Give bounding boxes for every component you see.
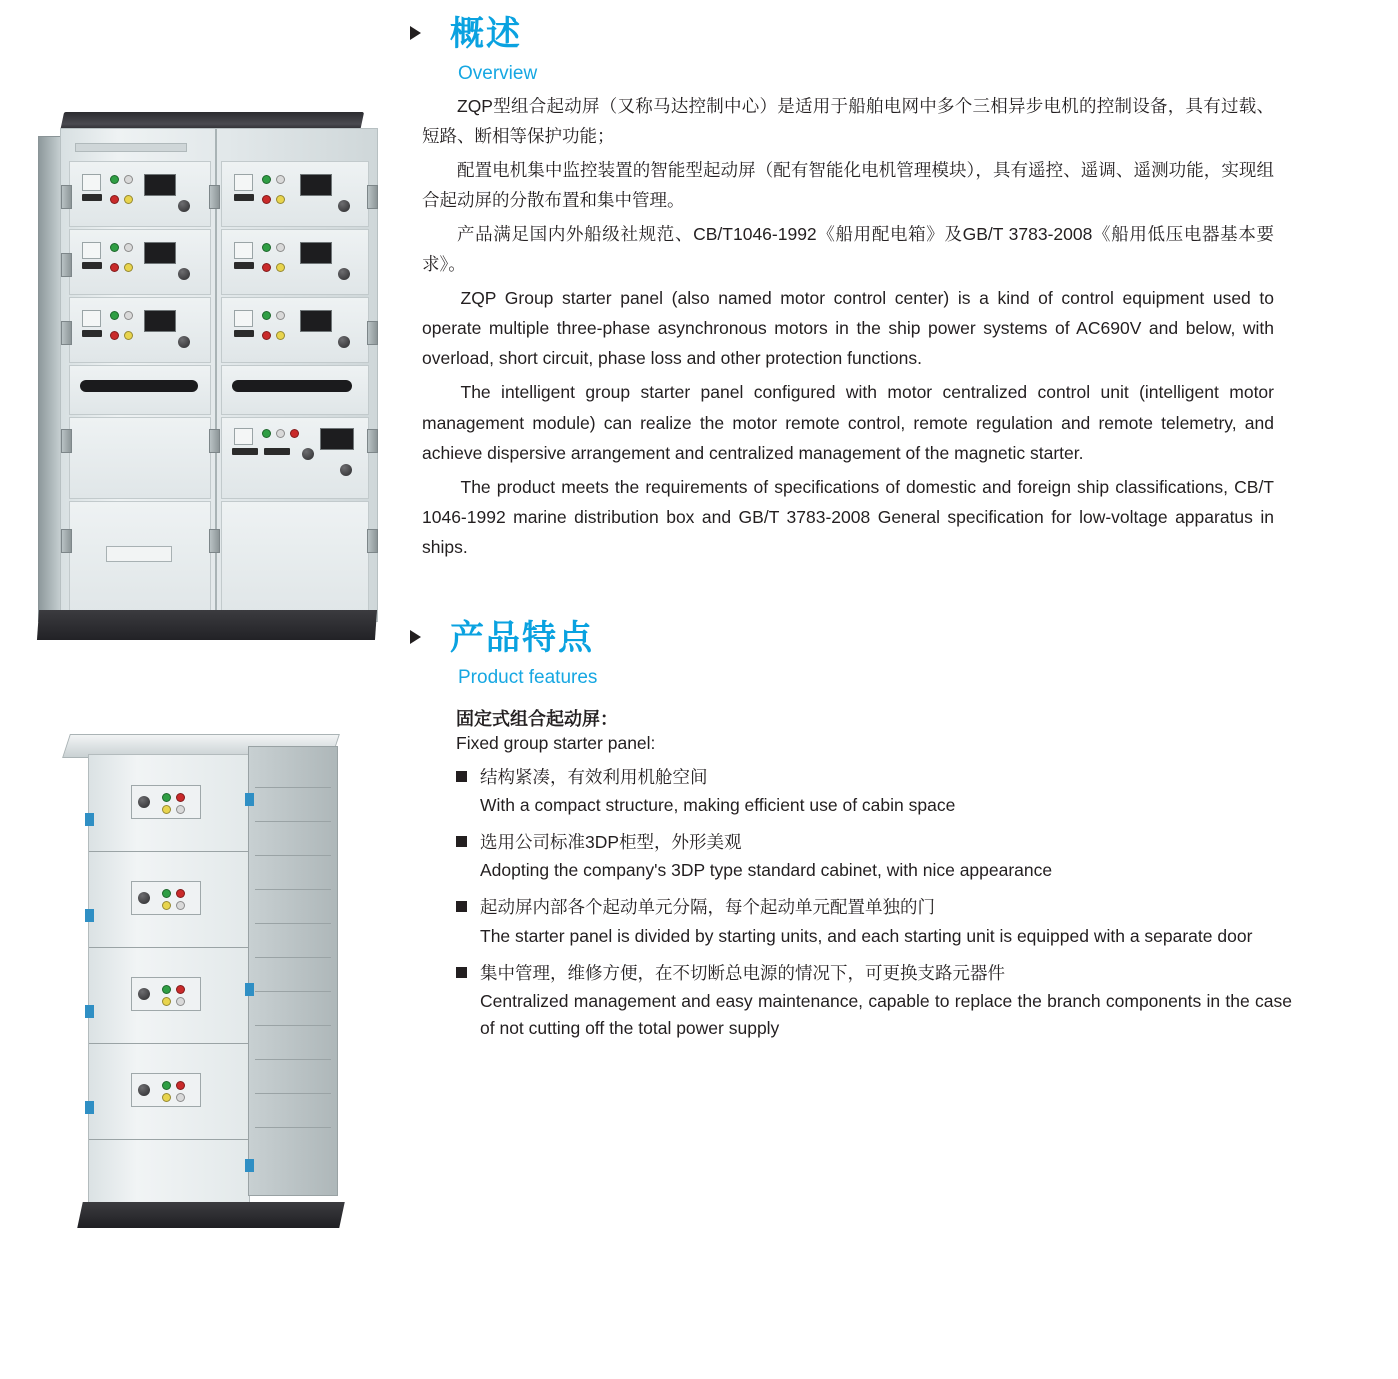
- door-latch: [85, 813, 94, 826]
- label-strip: [234, 262, 254, 269]
- indicator-led: [162, 901, 171, 910]
- overview-paragraph-cn-2: 配置电机集中监控装置的智能型起动屏（配有智能化电机管理模块），具有遥控、遥调、遥测功能，实现组合起动屏的分散布置和集中管理。: [422, 159, 1274, 210]
- indicator-led: [276, 311, 285, 320]
- door-latch: [85, 1005, 94, 1018]
- product-photo-fixed-starter-panel: [60, 716, 370, 1241]
- rotary-knob: [340, 464, 352, 476]
- indicator-led: [124, 311, 133, 320]
- feature-label-cn: 起动屏内部各个起动单元分隔，每个起动单元配置单独的门: [480, 897, 935, 918]
- panel-front-face: [88, 754, 250, 1208]
- indicator-led: [276, 243, 285, 252]
- indicator-led: [162, 793, 171, 802]
- square-bullet-icon: [456, 967, 467, 978]
- triangle-bullet-icon: [410, 26, 421, 40]
- indicator-led: [162, 1081, 171, 1090]
- door-hinge: [367, 185, 378, 209]
- ammeter: [144, 174, 176, 196]
- square-bullet-icon: [456, 771, 467, 782]
- ventilation-cell: [221, 365, 369, 415]
- panel-seam: [89, 1139, 249, 1140]
- indicator-led: [162, 889, 171, 898]
- features-subtitle-en: Fixed group starter panel:: [456, 732, 656, 753]
- starter-cell: [69, 297, 211, 363]
- indicator-led: [110, 175, 119, 184]
- rotary-knob: [138, 1084, 150, 1096]
- overview-paragraph-en-3: The product meets the requirements of specifications of domestic and foreign ship classifications, CB/T 1046-1992 marine distribution box and GB/T 3783-2008 General specification for low-voltage apparatus in ships.: [422, 476, 1274, 557]
- image-column: [0, 0, 400, 1379]
- feature-text-cn: [456, 829, 1282, 855]
- indicator-led: [276, 331, 285, 340]
- label-strip: [234, 194, 254, 201]
- louver-vent: [232, 380, 352, 392]
- lower-door-cell: [221, 501, 369, 615]
- indicator-led: [262, 195, 271, 204]
- door-latch: [85, 1101, 94, 1114]
- side-latch: [245, 793, 254, 806]
- starter-cell: [221, 297, 369, 363]
- rotary-knob: [178, 336, 190, 348]
- side-latch: [245, 983, 254, 996]
- indicator-led: [124, 243, 133, 252]
- indicator-led: [176, 805, 185, 814]
- rotary-knob: [138, 988, 150, 1000]
- label-strip: [82, 330, 102, 337]
- feature-text-en: Centralized management and easy maintenance, capable to replace the branch components in the case of not cutting off the total power supply: [480, 990, 1292, 1039]
- indicator-led: [110, 195, 119, 204]
- panel-seam: [89, 947, 249, 948]
- indicator-led: [124, 175, 133, 184]
- indicator-led: [290, 429, 299, 438]
- starter-control-module: [131, 1073, 201, 1107]
- ventilation-cell: [69, 365, 211, 415]
- ammeter: [144, 242, 176, 264]
- label-strip: [232, 448, 258, 455]
- indicator-led: [262, 311, 271, 320]
- feature-item: [456, 960, 1292, 1043]
- door-hinge: [61, 185, 72, 209]
- ammeter: [300, 242, 332, 264]
- ammeter: [300, 310, 332, 332]
- indicator-led: [162, 985, 171, 994]
- rotary-knob: [338, 336, 350, 348]
- indicator-led: [176, 1081, 185, 1090]
- indicator-led: [276, 195, 285, 204]
- content-column: [412, 0, 1292, 1042]
- indicator-led: [276, 175, 285, 184]
- indicator-led: [176, 889, 185, 898]
- feature-text-cn: [456, 894, 1282, 920]
- section-title-cn: 产品特点: [450, 618, 594, 657]
- indicator-led: [124, 263, 133, 272]
- indicator-led: [262, 331, 271, 340]
- door-hinge: [61, 253, 72, 277]
- feature-label-cn: 集中管理，维修方便，在不切断总电源的情况下，可更换支路元器件: [480, 962, 1005, 983]
- indicator-led: [162, 1093, 171, 1102]
- switch-box: [234, 428, 253, 445]
- panel-seam: [255, 821, 331, 822]
- starter-control-module: [131, 785, 201, 819]
- indicator-led: [162, 805, 171, 814]
- starter-cell: [221, 161, 369, 227]
- starter-control-module: [131, 977, 201, 1011]
- switch-box: [234, 174, 253, 191]
- panel-seam: [255, 855, 331, 856]
- product-photo-group-starter-panel: [38, 112, 376, 640]
- feature-label-cn: 结构紧凑，有效利用机舱空间: [480, 766, 708, 787]
- panel-seam: [255, 991, 331, 992]
- switch-box: [82, 242, 101, 259]
- feature-text-cn: [456, 960, 1282, 986]
- feature-item: [456, 829, 1282, 884]
- indicator-led: [110, 311, 119, 320]
- indicator-led: [124, 331, 133, 340]
- section-title-en: Overview: [458, 62, 538, 84]
- feature-text-en: With a compact structure, making efficient use of cabin space: [480, 794, 956, 815]
- door-hinge: [367, 321, 378, 345]
- triangle-bullet-icon: [410, 630, 421, 644]
- overview-paragraph-cn-3: 产品满足国内外船级社规范、CB/T1046-1992《船用配电箱》及GB/T 3783-2008《船用低压电器基本要求》。: [422, 223, 1274, 275]
- ammeter: [300, 174, 332, 196]
- indicator-led: [262, 175, 271, 184]
- feature-text-en: Adopting the company's 3DP type standard cabinet, with nice appearance: [480, 860, 1053, 881]
- indicator-led: [276, 429, 285, 438]
- ammeter: [320, 428, 354, 450]
- louver-vent: [80, 380, 198, 392]
- indicator-led: [262, 243, 271, 252]
- section-title-en: Product features: [458, 666, 598, 688]
- door-hinge: [367, 529, 378, 553]
- door-hinge: [209, 185, 220, 209]
- switch-box: [82, 310, 101, 327]
- door-latch: [85, 909, 94, 922]
- starter-cell: [221, 229, 369, 295]
- features-subtitle-cn: 固定式组合起动屏：: [456, 708, 618, 729]
- panel-plinth: [37, 610, 377, 640]
- section-heading-product-features: [412, 616, 1282, 691]
- blank-door-cell: [69, 417, 211, 499]
- feature-text-en: The starter panel is divided by starting units, and each starting unit is equipped with a separate door: [480, 925, 1253, 946]
- overview-paragraph-cn-1: ZQP型组合起动屏（又称马达控制中心）是适用于船舶电网中多个三相异步电机的控制设备，具有过载、短路、断相等保护功能；: [422, 95, 1274, 146]
- label-strip: [264, 448, 290, 455]
- switch-box: [234, 242, 253, 259]
- panel-seam: [255, 1025, 331, 1026]
- indicator-led: [110, 331, 119, 340]
- section-heading-overview: [412, 12, 1282, 87]
- starter-control-module: [131, 881, 201, 915]
- panel-seam: [255, 889, 331, 890]
- rotary-knob: [338, 268, 350, 280]
- panel-side-face: [248, 746, 338, 1196]
- indicator-led: [176, 997, 185, 1006]
- label-strip: [82, 262, 102, 269]
- side-latch: [245, 1159, 254, 1172]
- door-hinge: [61, 529, 72, 553]
- label-strip: [82, 194, 102, 201]
- feature-label-cn: 选用公司标准3DP柜型，外形美观: [480, 831, 742, 852]
- indicator-led: [176, 1093, 185, 1102]
- indicator-led: [162, 997, 171, 1006]
- panel-seam: [255, 787, 331, 788]
- square-bullet-icon: [456, 901, 467, 912]
- feature-text-cn: [456, 764, 1282, 790]
- rotary-knob: [302, 448, 314, 460]
- panel-seam: [255, 1093, 331, 1094]
- label-strip: [234, 330, 254, 337]
- starter-cell: [69, 229, 211, 295]
- overview-paragraph-en-2: The intelligent group starter panel configured with motor centralized control unit (intelligent motor management module) can realize the motor remote control, remote regulation and remote telemetry, and achieve dispersive arrangement and centralized management of the magnetic starter.: [422, 382, 1274, 463]
- feature-item: [456, 894, 1282, 949]
- panel-name-plate: [75, 143, 187, 152]
- switch-box: [82, 174, 101, 191]
- panel-seam: [89, 1043, 249, 1044]
- overview-paragraph-en-1: ZQP Group starter panel (also named motor control center) is a kind of control equipment used to operate multiple three-phase asynchronous motors in the ship power systems of AC690V and below, with overload, short circuit, phase loss and other protection functions.: [422, 288, 1274, 369]
- indicator-led: [176, 901, 185, 910]
- indicator-led: [110, 263, 119, 272]
- door-hinge: [61, 429, 72, 453]
- door-hinge: [209, 429, 220, 453]
- indicator-led: [262, 429, 271, 438]
- rotary-knob: [338, 200, 350, 212]
- panel-seam: [255, 1059, 331, 1060]
- door-hinge: [209, 529, 220, 553]
- panel-seam: [89, 851, 249, 852]
- panel-seam: [255, 957, 331, 958]
- panel-plinth: [77, 1202, 345, 1228]
- section-title-cn: 概述: [450, 15, 522, 53]
- indicator-led: [110, 243, 119, 252]
- rotary-knob: [178, 268, 190, 280]
- switch-box: [234, 310, 253, 327]
- feature-item: [456, 764, 1282, 819]
- lower-door-cell: [69, 501, 211, 615]
- starter-cell: [69, 161, 211, 227]
- control-unit-cell: [221, 417, 369, 499]
- rotary-knob: [178, 200, 190, 212]
- indicator-led: [176, 793, 185, 802]
- indicator-led: [176, 985, 185, 994]
- square-bullet-icon: [456, 836, 467, 847]
- door-hinge: [367, 429, 378, 453]
- panel-front-body: [60, 128, 378, 622]
- indicator-led: [276, 263, 285, 272]
- panel-seam: [255, 1127, 331, 1128]
- indicator-led: [124, 195, 133, 204]
- rotary-knob: [138, 892, 150, 904]
- ammeter: [144, 310, 176, 332]
- door-hinge: [61, 321, 72, 345]
- panel-seam: [255, 923, 331, 924]
- indicator-led: [262, 263, 271, 272]
- rotary-knob: [138, 796, 150, 808]
- rating-plate: [106, 546, 172, 562]
